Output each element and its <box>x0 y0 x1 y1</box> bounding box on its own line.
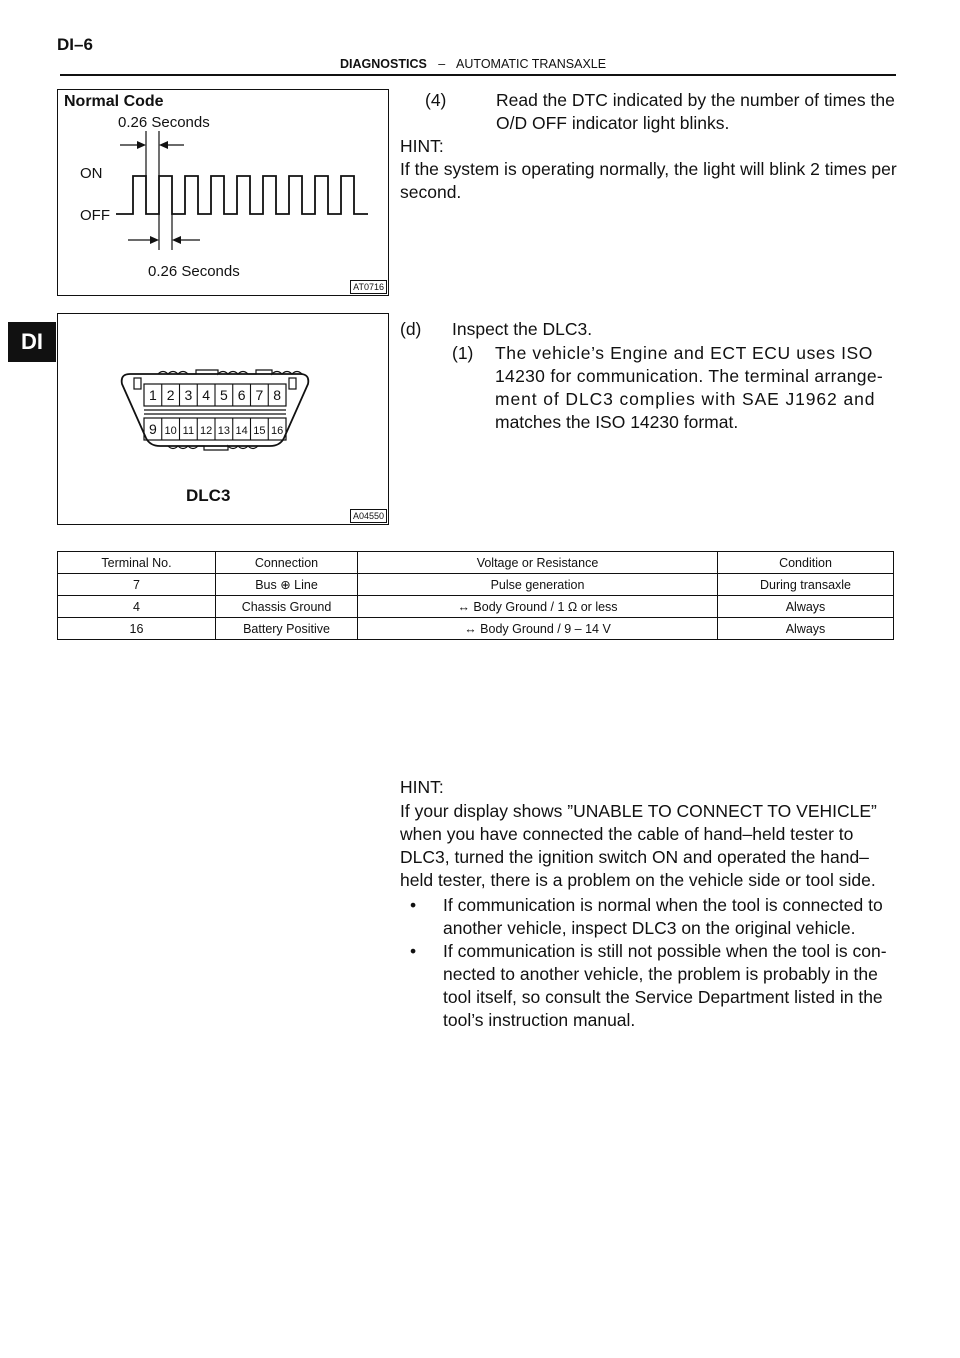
dlc3-label: DLC3 <box>186 486 231 505</box>
table-cell: ↔ Body Ground / 9 – 14 V <box>358 618 718 640</box>
pin-number-15: 15 <box>253 425 266 437</box>
hint-line1: If the system is operating normally, the light will blink 2 times per <box>400 159 897 179</box>
running-header <box>340 57 606 71</box>
step-d1-line1: The vehicle’s Engine and ECT ECU uses ISO <box>495 343 874 363</box>
terminal-table <box>57 551 894 640</box>
on-label: ON <box>80 165 103 182</box>
hint-line2: second. <box>400 182 462 202</box>
pin-number-12: 12 <box>200 425 213 437</box>
table-cell: ↔ Body Ground / 1 Ω or less <box>358 596 718 618</box>
pin-number-14: 14 <box>235 425 248 437</box>
bullet1-line: If communication is normal when the tool is connected to <box>443 895 883 915</box>
bottom-seconds-label: 0.26 Seconds <box>148 263 240 280</box>
table-row <box>58 574 894 596</box>
pin-number-16: 16 <box>271 425 284 437</box>
page-code: DI–6 <box>57 35 93 54</box>
step-d1-line4: matches the ISO 14230 format. <box>495 412 739 432</box>
section-tab: DI <box>8 322 56 362</box>
pin-number-7: 7 <box>255 387 264 403</box>
pin-number-11: 11 <box>182 425 195 437</box>
table-cell: Chassis Ground <box>216 596 358 618</box>
step-d1-line3: ment of DLC3 complies with SAE J1962 and <box>495 389 876 409</box>
blink-waveform <box>58 90 388 295</box>
table-cell: Pulse generation <box>358 574 718 596</box>
step-d-number: (d) <box>400 319 422 339</box>
pin-number-8: 8 <box>273 387 282 403</box>
table-header-row <box>58 552 894 574</box>
pin-number-1: 1 <box>148 387 157 403</box>
pin-number-5: 5 <box>219 387 228 403</box>
step-4-line1: Read the DTC indicated by the number of times the <box>496 90 895 110</box>
hint2-label: HINT: <box>400 777 444 797</box>
header-separator: – <box>438 57 446 71</box>
bullet2-line: If communication is still not possible when the tool is con- <box>443 941 887 961</box>
header-rule <box>60 74 896 76</box>
bullet2-line: tool’s instruction manual. <box>443 1010 636 1030</box>
hint-label: HINT: <box>400 136 444 156</box>
table-cell: 16 <box>58 618 216 640</box>
dlc3-figure <box>57 313 389 525</box>
bullet-icon: • <box>410 941 417 961</box>
normal-code-figure <box>57 89 389 296</box>
step-d1-line2: 14230 for communication. The terminal arrange- <box>495 366 883 386</box>
table-cell: Battery Positive <box>216 618 358 640</box>
figure-title: Normal Code <box>64 93 164 110</box>
hint2-line: DLC3, turned the ignition switch ON and operated the hand– <box>400 847 869 867</box>
pin-number-4: 4 <box>202 387 211 403</box>
top-seconds-label: 0.26 Seconds <box>118 114 210 131</box>
header-section: DIAGNOSTICS <box>340 57 427 71</box>
off-label: OFF <box>80 207 110 224</box>
header-cell: Terminal No. <box>58 552 216 574</box>
hint2-line: when you have connected the cable of hand–held tester to <box>400 824 854 844</box>
table-cell: Always <box>718 596 894 618</box>
table-cell: 4 <box>58 596 216 618</box>
step-d1-number: (1) <box>452 343 474 363</box>
step-4-number: (4) <box>425 90 447 110</box>
pin-number-3: 3 <box>184 387 193 403</box>
pin-number-9: 9 <box>148 421 157 437</box>
step-4-line2: O/D OFF indicator light blinks. <box>496 113 730 133</box>
table-cell: Bus ⊕ Line <box>216 574 358 596</box>
header-cell: Connection <box>216 552 358 574</box>
bullet1-line: another vehicle, inspect DLC3 on the original vehicle. <box>443 918 856 938</box>
figure-code: AT0716 <box>350 280 387 294</box>
hint2-line: If your display shows ”UNABLE TO CONNECT TO VEHICLE” <box>400 801 877 821</box>
pin-number-13: 13 <box>217 425 230 437</box>
table-cell: Always <box>718 618 894 640</box>
table-cell: During transaxle <box>718 574 894 596</box>
step-d-text: Inspect the DLC3. <box>452 319 593 339</box>
table-cell: 7 <box>58 574 216 596</box>
figure-code: A04550 <box>350 509 387 523</box>
table-row <box>58 596 894 618</box>
pin-number-2: 2 <box>166 387 175 403</box>
bullet2-line: tool itself, so consult the Service Department listed in the <box>443 987 883 1007</box>
hint2-line: held tester, there is a problem on the vehicle side or tool side. <box>400 870 876 890</box>
bullet2-line: nected to another vehicle, the problem is probably in the <box>443 964 878 984</box>
header-subsection: AUTOMATIC TRANSAXLE <box>456 57 607 71</box>
header-cell: Voltage or Resistance <box>358 552 718 574</box>
header-cell: Condition <box>718 552 894 574</box>
pin-number-10: 10 <box>164 425 177 437</box>
pin-number-6: 6 <box>237 387 246 403</box>
table-row <box>58 618 894 640</box>
bullet-icon: • <box>410 895 417 915</box>
